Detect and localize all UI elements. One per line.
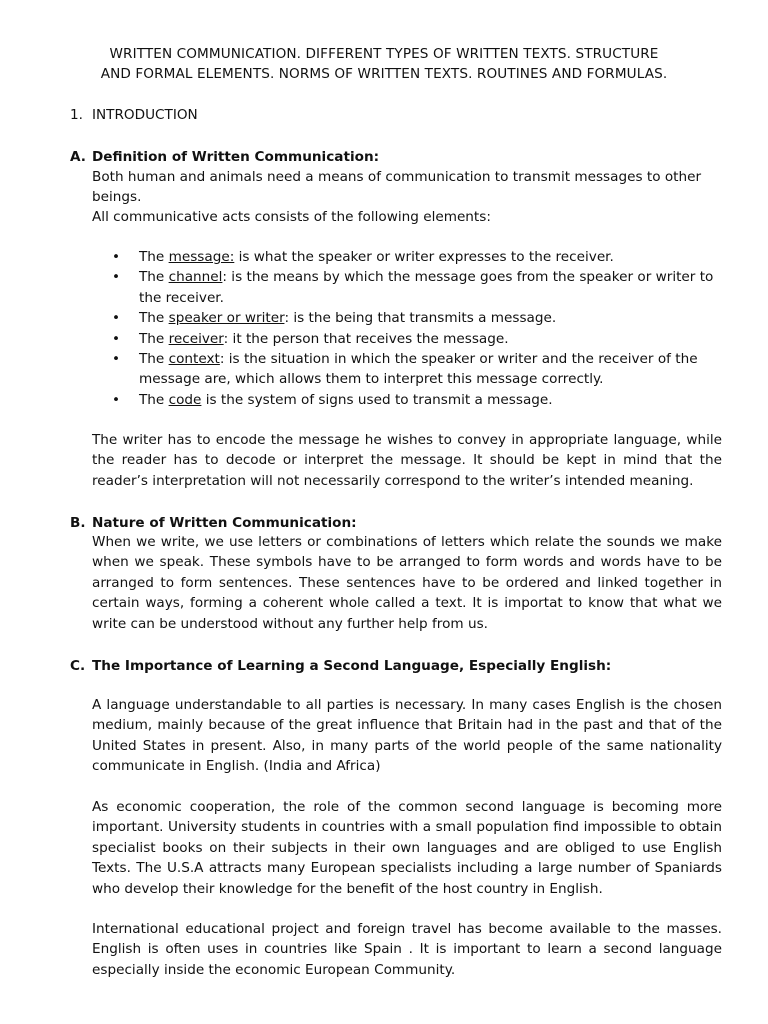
section-b-letter: B. (70, 515, 86, 531)
term-speaker-or-writer: speaker or writer (168, 310, 285, 327)
section-c-para-2: As economic cooperation, the role of the common second language is becoming more important. University students in countries with a small population find impossible to obtain specialist books on their subjects in their own languages and are obliged to use English Texts. The U.S.A attracts many European specialists including a large number of Spaniards who develop their knowledge for the benefit of the host country in English. (92, 799, 722, 897)
section-a-para-2: All communicative acts consists of the following elements: (92, 209, 491, 225)
section-b-title: Nature of Written Communication: (92, 515, 357, 531)
term-message: message: (168, 249, 235, 265)
list-item: • The code is the system of signs used to transmit a message. (112, 390, 724, 410)
list-item: • The speaker or writer: is the being that transmits a message. (112, 308, 724, 328)
term-code: code (168, 391, 202, 408)
section-c-para-3: International educational project and foreign travel has become available to the masses. English is often uses in countries like Spain . It is important to learn a second language especially inside the economic European Community. (92, 921, 722, 978)
intro-number: 1. (70, 107, 83, 123)
elements-list (112, 247, 724, 410)
intro-heading (70, 105, 198, 125)
section-c-letter: C. (70, 658, 86, 674)
term-context: context (168, 351, 220, 368)
term-receiver: receiver (168, 330, 224, 347)
term-channel: channel (168, 269, 223, 286)
title-line-2: AND FORMAL ELEMENTS. NORMS OF WRITTEN TEXTS. ROUTINES AND FORMULAS. (100, 66, 668, 82)
section-b-para-1: When we write, we use letters or combinations of letters which relate the sounds we make when we speak. These symbols have to be arranged to form words and words have to be arranged to form sentences. These sentences have to be ordered and linked together in certain ways, forming a coherent whole called a text. It is importat to know that what we write can be understood without any further help from us. (92, 534, 722, 632)
list-item: • The message: is what the speaker or writer expresses to the receiver. (112, 247, 724, 267)
title-line-1: WRITTEN COMMUNICATION. DIFFERENT TYPES OF WRITTEN TEXTS. STRUCTURE (109, 46, 659, 62)
section-c-heading (70, 656, 611, 676)
section-b-heading (70, 513, 357, 533)
section-c-para-1: A language understandable to all parties is necessary. In many cases English is the chosen medium, mainly because of the great influence that Britain had in the past and that of the United States in present. Also, in many parts of the world people of the same nationality communicate in English. (India and Africa) (92, 697, 722, 775)
section-a-para-1: Both human and animals need a means of communication to transmit messages to other beings. (92, 169, 702, 206)
section-c-title: The Importance of Learning a Second Language, Especially English: (92, 658, 612, 674)
list-item: • The receiver: it the person that receives the message. (112, 329, 724, 349)
section-a-para-3: The writer has to encode the message he wishes to convey in appropriate language, while the reader has to decode or interpret the message. It should be kept in mind that the reader’s interpretation will not necessarily correspond to the writer’s intended meaning. (92, 432, 722, 489)
list-item: • The context: is the situation in which the speaker or writer and the receiver of the message are, which allows them to interpret this message correctly. (112, 349, 724, 390)
intro-label: INTRODUCTION (92, 107, 198, 123)
section-a-letter: A. (70, 149, 86, 165)
section-a-heading (70, 147, 379, 167)
list-item: • The channel: is the means by which the message goes from the speaker or writer to the receiver. (112, 267, 724, 308)
section-a-title: Definition of Written Communication: (92, 149, 380, 165)
document-title (40, 44, 728, 84)
